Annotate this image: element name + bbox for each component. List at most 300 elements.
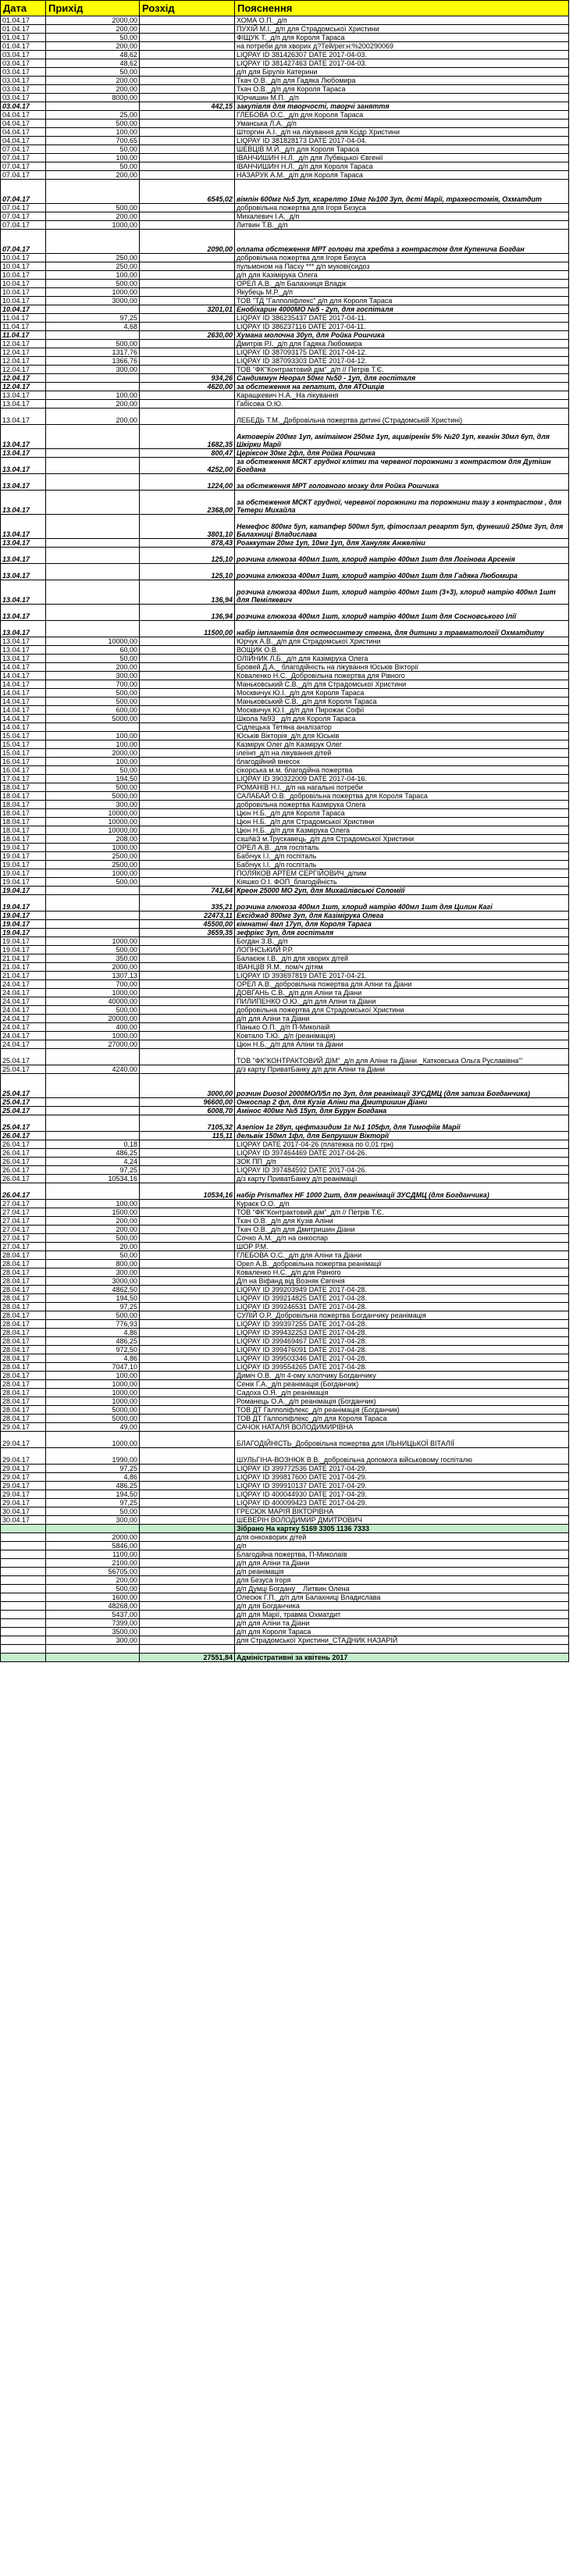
income-cell[interactable]: 972,50 xyxy=(46,1346,140,1354)
date-cell[interactable]: 25.04.17 xyxy=(1,1065,46,1074)
expense-cell[interactable]: 1224,00 xyxy=(140,474,235,491)
date-cell[interactable]: 28.04.17 xyxy=(1,1372,46,1380)
income-cell[interactable]: 1000,00 xyxy=(46,288,140,297)
description-cell[interactable]: д/п для Аліни та Діани xyxy=(235,1015,569,1023)
description-cell[interactable]: Креон 25000 МО 2уп, для Михайлівсьюі Соломіїі xyxy=(235,887,569,895)
expense-cell[interactable] xyxy=(140,1559,235,1568)
expense-cell[interactable] xyxy=(140,672,235,680)
income-cell[interactable] xyxy=(46,929,140,937)
date-cell[interactable]: 28.04.17 xyxy=(1,1311,46,1320)
description-cell[interactable]: ШЕВЦІВ М.Й._д/п для Короля Тараса xyxy=(235,145,569,154)
expense-cell[interactable]: 125,10 xyxy=(140,548,235,564)
income-cell[interactable]: 200,00 xyxy=(46,25,140,34)
description-cell[interactable]: ДОВГАНЬ С.В._д/п для Аліни та Діани xyxy=(235,989,569,997)
description-cell[interactable]: Ексіджад 800мг 3уп, для Казімірука Олега xyxy=(235,912,569,920)
expense-cell[interactable]: 115,11 xyxy=(140,1132,235,1140)
income-cell[interactable] xyxy=(46,305,140,314)
income-cell[interactable]: 300,00 xyxy=(46,672,140,680)
date-cell[interactable]: 11.04.17 xyxy=(1,323,46,331)
income-cell[interactable] xyxy=(46,920,140,929)
description-cell[interactable]: розчин Duosol 2000МОЛ/5л по 3уп, для реанімації ЗУСДМЦ (для запиза Богданчика) xyxy=(235,1074,569,1098)
date-cell[interactable]: 13.04.17 xyxy=(1,400,46,409)
date-cell[interactable]: 01.04.17 xyxy=(1,16,46,25)
expense-cell[interactable] xyxy=(140,154,235,162)
income-cell[interactable] xyxy=(46,1098,140,1107)
expense-cell[interactable] xyxy=(140,1166,235,1175)
description-cell[interactable]: за обстеження МСКТ грудної, черевної порожнини та порожнини тазу з контрастом , для Тетери Михайла xyxy=(235,491,569,515)
description-cell[interactable]: БЛАГОДІЙНІСТЬ_Добровільна пожертва для ІЛЬНИЦЬКОЇ ВІТАЛІЇ xyxy=(235,1432,569,1448)
income-cell[interactable]: 50,00 xyxy=(46,68,140,77)
date-cell[interactable]: 28.04.17 xyxy=(1,1337,46,1346)
income-cell[interactable]: 49,00 xyxy=(46,1423,140,1432)
income-cell[interactable]: 194,50 xyxy=(46,775,140,783)
expense-cell[interactable] xyxy=(140,715,235,723)
expense-cell[interactable]: 741,64 xyxy=(140,887,235,895)
date-cell[interactable]: 04.04.17 xyxy=(1,128,46,137)
description-cell[interactable]: LIQPAY ID 399772536 DATE 2017-04-29. xyxy=(235,1465,569,1473)
date-cell[interactable]: 27.04.17 xyxy=(1,1217,46,1226)
description-cell[interactable]: Садоха О.Я._д/п реанімація xyxy=(235,1389,569,1397)
description-cell[interactable]: ГЛЕБОВА О.С._д/п для Аліни та Діани xyxy=(235,1251,569,1260)
description-cell[interactable]: Хумана молочна 30уп, для Ройка Рошчика xyxy=(235,331,569,340)
date-cell[interactable] xyxy=(1,1628,46,1636)
income-cell[interactable]: 1307,13 xyxy=(46,972,140,980)
expense-cell[interactable] xyxy=(140,680,235,689)
date-cell[interactable]: 14.04.17 xyxy=(1,715,46,723)
expense-cell[interactable] xyxy=(140,1251,235,1260)
description-cell[interactable]: Д/п на Віфанд від Возняк Євгенія xyxy=(235,1277,569,1286)
description-cell[interactable]: закупівля для творчості, творчі заняття xyxy=(235,102,569,111)
income-cell[interactable]: 7399,00 xyxy=(46,1619,140,1628)
date-cell[interactable]: 03.04.17 xyxy=(1,85,46,94)
date-cell[interactable]: 18.04.17 xyxy=(1,783,46,792)
date-cell[interactable]: 18.04.17 xyxy=(1,826,46,835)
expense-cell[interactable] xyxy=(140,297,235,305)
date-cell[interactable]: 19.04.17 xyxy=(1,912,46,920)
date-cell[interactable]: 28.04.17 xyxy=(1,1277,46,1286)
description-cell[interactable]: ОРЕЛ А.В._для госпіталь xyxy=(235,844,569,852)
income-cell[interactable]: 5000,00 xyxy=(46,792,140,801)
expense-cell[interactable] xyxy=(140,1049,235,1065)
description-cell[interactable]: дельвік 150мл 1фл, для Бепрушин Вікторії xyxy=(235,1132,569,1140)
income-cell[interactable] xyxy=(46,180,140,204)
income-cell[interactable] xyxy=(46,491,140,515)
date-cell[interactable] xyxy=(1,1576,46,1585)
date-cell[interactable]: 26.04.17 xyxy=(1,1166,46,1175)
expense-cell[interactable] xyxy=(140,85,235,94)
description-cell[interactable]: Богдан З.В._д/п xyxy=(235,937,569,946)
description-cell[interactable]: ПИЛИПЕНКО О.Ю._д/п для Аліни та Діани xyxy=(235,997,569,1006)
income-cell[interactable] xyxy=(46,230,140,254)
description-cell[interactable]: д/п для Казімірука Олега xyxy=(235,271,569,280)
date-cell[interactable]: 24.04.17 xyxy=(1,1015,46,1023)
income-cell[interactable] xyxy=(46,580,140,605)
date-cell[interactable]: 13.04.17 xyxy=(1,458,46,474)
income-cell[interactable] xyxy=(46,374,140,383)
date-cell[interactable]: 13.04.17 xyxy=(1,539,46,548)
expense-cell[interactable] xyxy=(140,1268,235,1277)
expense-cell[interactable] xyxy=(140,1611,235,1619)
date-cell[interactable]: 25.04.17 xyxy=(1,1098,46,1107)
description-cell[interactable]: Коваленко Н.С._д/п для Рівного xyxy=(235,1268,569,1277)
description-cell[interactable] xyxy=(235,1645,569,1654)
description-cell[interactable]: Кіяшко О.І. ФОП_благодійність xyxy=(235,878,569,887)
date-cell[interactable]: 14.04.17 xyxy=(1,663,46,672)
description-cell[interactable]: ТОВ "ФК"Контрактовий дім"_д/п // Петрів Т.Є. xyxy=(235,366,569,374)
expense-cell[interactable]: 136,94 xyxy=(140,580,235,605)
expense-cell[interactable] xyxy=(140,1619,235,1628)
expense-cell[interactable] xyxy=(140,1303,235,1311)
income-cell[interactable]: 100,00 xyxy=(46,732,140,740)
date-cell[interactable]: 12.04.17 xyxy=(1,340,46,348)
income-cell[interactable]: 100,00 xyxy=(46,391,140,400)
income-cell[interactable]: 1317,76 xyxy=(46,348,140,357)
expense-cell[interactable] xyxy=(140,221,235,230)
date-cell[interactable]: 13.04.17 xyxy=(1,637,46,646)
date-cell[interactable]: 24.04.17 xyxy=(1,989,46,997)
income-cell[interactable] xyxy=(46,515,140,539)
description-cell[interactable]: LIQPAY ID 381828173 DATE 2017-04-04. xyxy=(235,137,569,145)
date-cell[interactable]: 28.04.17 xyxy=(1,1389,46,1397)
date-cell[interactable]: 12.04.17 xyxy=(1,366,46,374)
expense-cell[interactable] xyxy=(140,1260,235,1268)
expense-cell[interactable] xyxy=(140,1175,235,1183)
income-cell[interactable]: 500,00 xyxy=(46,204,140,212)
income-cell[interactable]: 300,00 xyxy=(46,801,140,809)
description-cell[interactable]: Цюн Н.Б._д/п для Казмірука Олега xyxy=(235,826,569,835)
description-cell[interactable]: LIQPAY ID 381426307 DATE 2017-04-03. xyxy=(235,51,569,59)
date-cell[interactable]: 03.04.17 xyxy=(1,94,46,102)
date-cell[interactable]: 28.04.17 xyxy=(1,1303,46,1311)
expense-cell[interactable] xyxy=(140,1363,235,1372)
description-cell[interactable]: Романець О.А._д/п реанімація (Богданчик) xyxy=(235,1397,569,1406)
date-cell[interactable]: 25.04.17 xyxy=(1,1115,46,1132)
income-cell[interactable]: 194,50 xyxy=(46,1490,140,1499)
description-cell[interactable]: д/п для Аліни та Діани xyxy=(235,1619,569,1628)
description-cell[interactable]: Габісова О.Ю. xyxy=(235,400,569,409)
income-cell[interactable]: 97,25 xyxy=(46,314,140,323)
expense-cell[interactable] xyxy=(140,128,235,137)
income-cell[interactable]: 4,86 xyxy=(46,1354,140,1363)
income-cell[interactable] xyxy=(46,331,140,340)
date-cell[interactable]: 11.04.17 xyxy=(1,314,46,323)
expense-cell[interactable] xyxy=(140,937,235,946)
expense-cell[interactable] xyxy=(140,706,235,715)
income-cell[interactable]: 2000,00 xyxy=(46,749,140,758)
description-cell[interactable]: Маньковський С.В._д/п для Короля Тараса xyxy=(235,698,569,706)
expense-cell[interactable] xyxy=(140,1415,235,1423)
date-cell[interactable]: 13.04.17 xyxy=(1,655,46,663)
description-cell[interactable]: Балаєюк І.В._д/п для хворих дітей xyxy=(235,954,569,963)
description-cell[interactable]: Сенік Г.А._д/п реанімація (Богданчик) xyxy=(235,1380,569,1389)
income-cell[interactable]: 2100,00 xyxy=(46,1559,140,1568)
date-cell[interactable]: 07.04.17 xyxy=(1,162,46,171)
date-cell[interactable]: 13.04.17 xyxy=(1,409,46,425)
expense-cell[interactable] xyxy=(140,1465,235,1473)
description-cell[interactable]: розчина глюкоза 400мл 1шт, хлорид натрію 400мл 1шт для Гадяка Любомира xyxy=(235,564,569,580)
expense-cell[interactable] xyxy=(140,646,235,655)
description-cell[interactable]: НАЗАРУК А.М._д/п для Короля Тараса xyxy=(235,171,569,180)
income-cell[interactable] xyxy=(46,1645,140,1654)
expense-cell[interactable] xyxy=(140,1568,235,1576)
date-cell[interactable]: 13.04.17 xyxy=(1,548,46,564)
description-cell[interactable]: LIQPAY ID 400044930 DATE 2017-04-29. xyxy=(235,1490,569,1499)
expense-cell[interactable]: 7105,32 xyxy=(140,1115,235,1132)
income-cell[interactable]: 200,00 xyxy=(46,171,140,180)
date-cell[interactable]: 27.04.17 xyxy=(1,1200,46,1208)
income-cell[interactable]: 10000,00 xyxy=(46,637,140,646)
expense-cell[interactable] xyxy=(140,77,235,85)
date-cell[interactable]: 27.04.17 xyxy=(1,1243,46,1251)
expense-cell[interactable]: 27551,84 xyxy=(140,1654,235,1662)
date-cell[interactable]: 07.04.17 xyxy=(1,212,46,221)
expense-cell[interactable]: 10534,16 xyxy=(140,1183,235,1200)
expense-cell[interactable] xyxy=(140,145,235,154)
income-cell[interactable]: 4,68 xyxy=(46,323,140,331)
income-cell[interactable]: 10000,00 xyxy=(46,826,140,835)
income-cell[interactable]: 500,00 xyxy=(46,120,140,128)
description-cell[interactable]: ІВАНЧИШИН Н.Л._д/п для Лубвіцької Євгенії xyxy=(235,154,569,162)
description-cell[interactable]: Уманська Л.А._д/п xyxy=(235,120,569,128)
income-cell[interactable]: 2000,00 xyxy=(46,963,140,972)
header-expense[interactable]: Розхід xyxy=(140,1,235,16)
expense-cell[interactable] xyxy=(140,758,235,766)
date-cell[interactable] xyxy=(1,1611,46,1619)
date-cell[interactable]: 29.04.17 xyxy=(1,1499,46,1507)
income-cell[interactable]: 486,25 xyxy=(46,1337,140,1346)
income-cell[interactable]: 0,18 xyxy=(46,1140,140,1149)
date-cell[interactable]: 11.04.17 xyxy=(1,331,46,340)
date-cell[interactable] xyxy=(1,1654,46,1662)
date-cell[interactable]: 07.04.17 xyxy=(1,145,46,154)
income-cell[interactable]: 50,00 xyxy=(46,34,140,42)
income-cell[interactable]: 97,25 xyxy=(46,1303,140,1311)
date-cell[interactable]: 01.04.17 xyxy=(1,42,46,51)
income-cell[interactable] xyxy=(46,895,140,912)
date-cell[interactable]: 19.04.17 xyxy=(1,929,46,937)
income-cell[interactable]: 25,00 xyxy=(46,111,140,120)
income-cell[interactable]: 50,00 xyxy=(46,766,140,775)
description-cell[interactable]: пульмоном на Пасху *** д/п мукові(сидоз xyxy=(235,262,569,271)
expense-cell[interactable] xyxy=(140,1346,235,1354)
description-cell[interactable]: LIQPAY ID 399476091 DATE 2017-04-28. xyxy=(235,1346,569,1354)
income-cell[interactable]: 4862,50 xyxy=(46,1286,140,1294)
description-cell[interactable]: оплата обстеження МРТ голови та хребта з контрастом для Купенича Богдан xyxy=(235,230,569,254)
income-cell[interactable] xyxy=(46,458,140,474)
expense-cell[interactable] xyxy=(140,1015,235,1023)
income-cell[interactable]: 1000,00 xyxy=(46,1032,140,1040)
date-cell[interactable]: 04.04.17 xyxy=(1,137,46,145)
description-cell[interactable]: розчина глюкоза 400мл 1шт, хлорид натрію 400мл 1шт для Цилин Кагі xyxy=(235,895,569,912)
description-cell[interactable]: САЛАБАЙ О.В._добровільна пожертва для Короля Тараса xyxy=(235,792,569,801)
income-cell[interactable]: 5000,00 xyxy=(46,715,140,723)
income-cell[interactable]: 100,00 xyxy=(46,1200,140,1208)
date-cell[interactable]: 28.04.17 xyxy=(1,1354,46,1363)
description-cell[interactable]: добровільна пожертва для Ігоря Безуса xyxy=(235,204,569,212)
expense-cell[interactable] xyxy=(140,1389,235,1397)
income-cell[interactable]: 20,00 xyxy=(46,1243,140,1251)
description-cell[interactable]: д/п для Короля Тараса xyxy=(235,1628,569,1636)
income-cell[interactable]: 10000,00 xyxy=(46,818,140,826)
expense-cell[interactable]: 2630,00 xyxy=(140,331,235,340)
income-cell[interactable]: 200,00 xyxy=(46,1226,140,1234)
date-cell[interactable]: 24.04.17 xyxy=(1,1032,46,1040)
income-cell[interactable]: 208,00 xyxy=(46,835,140,844)
expense-cell[interactable] xyxy=(140,997,235,1006)
expense-cell[interactable] xyxy=(140,323,235,331)
date-cell[interactable] xyxy=(1,1619,46,1628)
expense-cell[interactable] xyxy=(140,357,235,366)
expense-cell[interactable]: 22473,11 xyxy=(140,912,235,920)
expense-cell[interactable] xyxy=(140,1550,235,1559)
description-cell[interactable]: за обстеження МРТ головного мозку для Ройка Рошчика xyxy=(235,474,569,491)
description-cell[interactable]: СУЛІЙ О.Р._Добровільна пожертва Богданчику реанімація xyxy=(235,1311,569,1320)
description-cell[interactable]: LIQPAY ID 387093175 DATE 2017-04-12. xyxy=(235,348,569,357)
expense-cell[interactable] xyxy=(140,1423,235,1432)
expense-cell[interactable] xyxy=(140,1576,235,1585)
date-cell[interactable]: 18.04.17 xyxy=(1,809,46,818)
date-cell[interactable]: 10.04.17 xyxy=(1,288,46,297)
date-cell[interactable]: 29.04.17 xyxy=(1,1473,46,1482)
description-cell[interactable]: Панько О.П._д/п П-Миколаій xyxy=(235,1023,569,1032)
expense-cell[interactable] xyxy=(140,963,235,972)
expense-cell[interactable] xyxy=(140,1337,235,1346)
description-cell[interactable]: набір Prismaflex HF 1000 2шт, для реанімації ЗУСДМЦ (для Богданчика) xyxy=(235,1183,569,1200)
expense-cell[interactable] xyxy=(140,59,235,68)
description-cell[interactable]: для Страдомської Христини_СТАДНИК НАЗАРІЙ xyxy=(235,1636,569,1645)
income-cell[interactable] xyxy=(46,548,140,564)
income-cell[interactable]: 4,24 xyxy=(46,1158,140,1166)
description-cell[interactable]: Юськів Вікторія_д/п для Юськів xyxy=(235,732,569,740)
expense-cell[interactable]: 335,21 xyxy=(140,895,235,912)
income-cell[interactable]: 5437,00 xyxy=(46,1611,140,1619)
income-cell[interactable]: 486,25 xyxy=(46,1149,140,1158)
date-cell[interactable]: 14.04.17 xyxy=(1,689,46,698)
income-cell[interactable]: 1600,00 xyxy=(46,1593,140,1602)
date-cell[interactable]: 19.04.17 xyxy=(1,937,46,946)
income-cell[interactable]: 48,62 xyxy=(46,51,140,59)
date-cell[interactable]: 14.04.17 xyxy=(1,672,46,680)
date-cell[interactable]: 26.04.17 xyxy=(1,1183,46,1200)
description-cell[interactable]: Енобіхарин 4000МО №5 - 2уп, для госпіталя xyxy=(235,305,569,314)
expense-cell[interactable] xyxy=(140,1602,235,1611)
date-cell[interactable]: 19.04.17 xyxy=(1,878,46,887)
date-cell[interactable]: 13.04.17 xyxy=(1,515,46,539)
expense-cell[interactable]: 4620,00 xyxy=(140,383,235,391)
expense-cell[interactable] xyxy=(140,809,235,818)
date-cell[interactable]: 10.04.17 xyxy=(1,262,46,271)
description-cell[interactable]: добровільна пожертва для Страдомської Христини xyxy=(235,1006,569,1015)
date-cell[interactable]: 29.04.17 xyxy=(1,1482,46,1490)
income-cell[interactable]: 1000,00 xyxy=(46,989,140,997)
income-cell[interactable]: 100,00 xyxy=(46,758,140,766)
income-cell[interactable]: 600,00 xyxy=(46,706,140,715)
date-cell[interactable]: 10.04.17 xyxy=(1,254,46,262)
description-cell[interactable]: д/з карту ПриватБанку д/п реанімації xyxy=(235,1175,569,1183)
expense-cell[interactable] xyxy=(140,698,235,706)
income-cell[interactable] xyxy=(46,621,140,637)
expense-cell[interactable]: 3000,00 xyxy=(140,1074,235,1098)
date-cell[interactable]: 03.04.17 xyxy=(1,59,46,68)
income-cell[interactable]: 97,25 xyxy=(46,1465,140,1473)
expense-cell[interactable] xyxy=(140,1585,235,1593)
date-cell[interactable]: 28.04.17 xyxy=(1,1286,46,1294)
expense-cell[interactable] xyxy=(140,1286,235,1294)
income-cell[interactable]: 50,00 xyxy=(46,1507,140,1516)
header-income[interactable]: Прихід xyxy=(46,1,140,16)
description-cell[interactable]: благодійний внесок xyxy=(235,758,569,766)
expense-cell[interactable]: 45500,00 xyxy=(140,920,235,929)
date-cell[interactable]: 28.04.17 xyxy=(1,1363,46,1372)
income-cell[interactable]: 2500,00 xyxy=(46,852,140,861)
description-cell[interactable]: ПОЛЯКОВ АРТЕМ СЕРГІЙОВИЧ_д/пим xyxy=(235,869,569,878)
expense-cell[interactable]: 442,15 xyxy=(140,102,235,111)
income-cell[interactable]: 100,00 xyxy=(46,740,140,749)
expense-cell[interactable] xyxy=(140,204,235,212)
income-cell[interactable]: 500,00 xyxy=(46,698,140,706)
date-cell[interactable]: 18.04.17 xyxy=(1,835,46,844)
description-cell[interactable]: LIQPAY ID 399469467 DATE 2017-04-28. xyxy=(235,1337,569,1346)
date-cell[interactable]: 03.04.17 xyxy=(1,51,46,59)
expense-cell[interactable] xyxy=(140,1354,235,1363)
description-cell[interactable]: Немефос 800мг 5уп, катапфер 500мл 5уп, фітоспзал регарпт 5уп, фунеший 250мг 3уп, для Балахниці Владислава xyxy=(235,515,569,539)
date-cell[interactable]: 12.04.17 xyxy=(1,383,46,391)
income-cell[interactable]: 5846,00 xyxy=(46,1542,140,1550)
date-cell[interactable]: 29.04.17 xyxy=(1,1448,46,1465)
date-cell[interactable]: 16.04.17 xyxy=(1,758,46,766)
expense-cell[interactable] xyxy=(140,689,235,698)
income-cell[interactable]: 776,93 xyxy=(46,1320,140,1329)
description-cell[interactable]: Сідлецька Тетяна аналізатор xyxy=(235,723,569,732)
date-cell[interactable]: 24.04.17 xyxy=(1,1006,46,1015)
description-cell[interactable]: Кураєк О.О._д/п xyxy=(235,1200,569,1208)
date-cell[interactable] xyxy=(1,1542,46,1550)
description-cell[interactable]: д/п xyxy=(235,1542,569,1550)
expense-cell[interactable] xyxy=(140,1406,235,1415)
description-cell[interactable]: ЛЕБЕДЬ Т.М._Добровільна пожертва дитині (Страдомській Христині) xyxy=(235,409,569,425)
expense-cell[interactable] xyxy=(140,1380,235,1389)
date-cell[interactable] xyxy=(1,1568,46,1576)
date-cell[interactable]: 28.04.17 xyxy=(1,1415,46,1423)
description-cell[interactable]: Роаккутан 20мг 1уп, 10мг 1уп, для Хануляк Анжеліни xyxy=(235,539,569,548)
expense-cell[interactable] xyxy=(140,254,235,262)
income-cell[interactable]: 300,00 xyxy=(46,1516,140,1525)
description-cell[interactable]: LIQPAY ID 390322009 DATE 2017-04-16. xyxy=(235,775,569,783)
description-cell[interactable]: ОРЕЛ А.В._д/п Балахниця Владік xyxy=(235,280,569,288)
description-cell[interactable]: Азепіон 1г 28уп, цефтазидим 1г №1 105фл, для Тимофіїв Марії xyxy=(235,1115,569,1132)
expense-cell[interactable] xyxy=(140,111,235,120)
date-cell[interactable]: 07.04.17 xyxy=(1,230,46,254)
description-cell[interactable]: ФІЩУК Т._д/п для Короля Тараса xyxy=(235,34,569,42)
description-cell[interactable]: Михалевич І.А._д/п xyxy=(235,212,569,221)
description-cell[interactable]: ОЛІЙНИК Л.Б._д/п для Казіміруха Олега xyxy=(235,655,569,663)
description-cell[interactable]: Бабічук І.І._д/п госпіталь xyxy=(235,852,569,861)
expense-cell[interactable] xyxy=(140,766,235,775)
expense-cell[interactable]: 96600,00 xyxy=(140,1098,235,1107)
date-cell[interactable]: 14.04.17 xyxy=(1,706,46,715)
description-cell[interactable]: LIQPAY ID 381427463 DATE 2017-04-03. xyxy=(235,59,569,68)
income-cell[interactable]: 200,00 xyxy=(46,85,140,94)
expense-cell[interactable] xyxy=(140,1628,235,1636)
date-cell[interactable]: 13.04.17 xyxy=(1,491,46,515)
date-cell[interactable]: 30.04.17 xyxy=(1,1507,46,1516)
description-cell[interactable]: Бабічук І.І._д/п госпіталь xyxy=(235,861,569,869)
income-cell[interactable]: 10534,16 xyxy=(46,1175,140,1183)
date-cell[interactable]: 27.04.17 xyxy=(1,1226,46,1234)
description-cell[interactable]: LIQPAY DATE 2017-04-26 (платежка по 0,01 грн) xyxy=(235,1140,569,1149)
description-cell[interactable]: Онкоспар 2 фл, для Кузів Аліни та Дмитришин Діани xyxy=(235,1098,569,1107)
expense-cell[interactable] xyxy=(140,749,235,758)
